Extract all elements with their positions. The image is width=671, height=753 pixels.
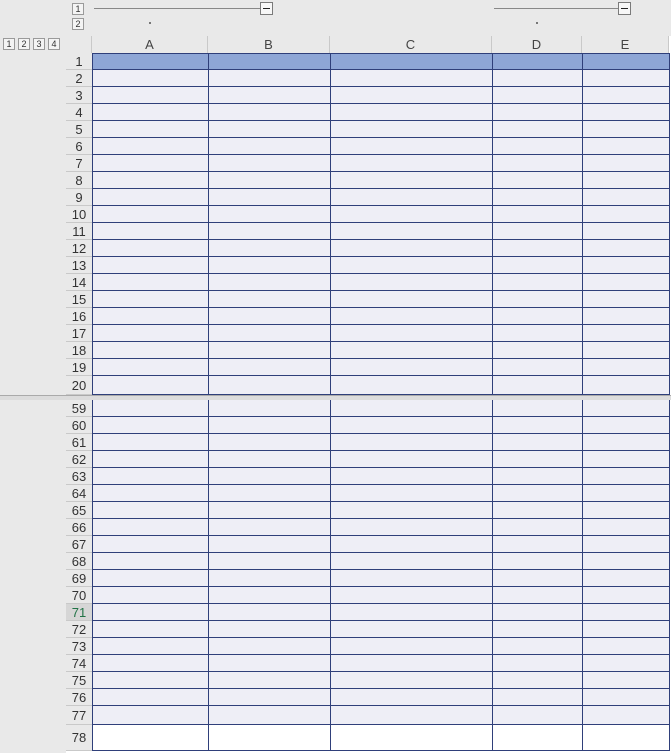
cell-E7[interactable] [582,155,669,172]
column-gridline [492,400,493,751]
cell-B62[interactable] [208,451,330,468]
cell-A7[interactable] [92,155,208,172]
column-outline-area [0,0,671,36]
cell-E63[interactable] [582,468,669,485]
cell-A64[interactable] [92,485,208,502]
row-outline-level-1-button[interactable]: 1 [72,3,84,15]
cell-C18[interactable] [330,342,492,359]
cell-B61[interactable] [208,434,330,451]
row-header[interactable]: 7 [66,155,92,172]
cell-D14[interactable] [492,274,582,291]
row-header[interactable]: 74 [66,655,92,672]
cell-A68[interactable] [92,553,208,570]
cell-B8[interactable] [208,172,330,189]
cell-C74[interactable] [330,655,492,672]
cell-D19[interactable] [492,359,582,376]
cell-E6[interactable] [582,138,669,155]
column-gridline [208,400,209,751]
column-gridline [208,53,209,395]
cell-C2[interactable] [330,70,492,87]
cell-E71[interactable] [582,604,669,621]
cell-C8[interactable] [330,172,492,189]
cell-E1[interactable] [582,53,669,70]
cell-E64[interactable] [582,485,669,502]
cell-E5[interactable] [582,121,669,138]
row-header[interactable]: 1 [66,53,92,70]
cell-C70[interactable] [330,587,492,604]
cell-B69[interactable] [208,570,330,587]
cell-A17[interactable] [92,325,208,342]
cell-A75[interactable] [92,672,208,689]
cell-C13[interactable] [330,257,492,274]
row-header[interactable]: 12 [66,240,92,257]
cell-D7[interactable] [492,155,582,172]
cell-B73[interactable] [208,638,330,655]
cell-D18[interactable] [492,342,582,359]
cell-B10[interactable] [208,206,330,223]
cell-E65[interactable] [582,502,669,519]
cell-C65[interactable] [330,502,492,519]
cell-C76[interactable] [330,689,492,706]
cell-D1[interactable] [492,53,582,70]
cell-D68[interactable] [492,553,582,570]
cell-A67[interactable] [92,536,208,553]
cell-A77[interactable] [92,706,208,725]
cell-A63[interactable] [92,468,208,485]
column-gridline [92,400,93,751]
cell-C5[interactable] [330,121,492,138]
row-header[interactable]: 78 [66,725,92,751]
cell-D9[interactable] [492,189,582,206]
cell-B68[interactable] [208,553,330,570]
cell-A10[interactable] [92,206,208,223]
cell-C64[interactable] [330,485,492,502]
column-gridline [669,400,670,751]
cell-B70[interactable] [208,587,330,604]
cell-B2[interactable] [208,70,330,87]
cell-E19[interactable] [582,359,669,376]
column-header-A[interactable]: A [92,36,208,53]
collapse-column-group-button[interactable] [618,2,631,15]
cell-D10[interactable] [492,206,582,223]
cell-B60[interactable] [208,417,330,434]
row-header[interactable]: 17 [66,325,92,342]
cell-D11[interactable] [492,223,582,240]
cell-D62[interactable] [492,451,582,468]
frozen-split-bar [0,395,671,400]
cell-A11[interactable] [92,223,208,240]
cell-E13[interactable] [582,257,669,274]
cell-C19[interactable] [330,359,492,376]
cell-E77[interactable] [582,706,669,725]
cell-E61[interactable] [582,434,669,451]
cell-B63[interactable] [208,468,330,485]
cell-E9[interactable] [582,189,669,206]
row-header[interactable]: 3 [66,87,92,104]
cell-A74[interactable] [92,655,208,672]
cell-E12[interactable] [582,240,669,257]
row-header[interactable]: 69 [66,570,92,587]
cell-D61[interactable] [492,434,582,451]
column-gridline [330,400,331,751]
row-header[interactable]: 6 [66,138,92,155]
cell-D20[interactable] [492,376,582,395]
column-outline-level-4-button[interactable]: 4 [48,38,60,50]
column-gridline [330,53,331,395]
cell-D13[interactable] [492,257,582,274]
cell-C4[interactable] [330,104,492,121]
cell-C7[interactable] [330,155,492,172]
cell-B71[interactable] [208,604,330,621]
cell-A60[interactable] [92,417,208,434]
cell-E67[interactable] [582,536,669,553]
cell-E72[interactable] [582,621,669,638]
cell-B18[interactable] [208,342,330,359]
row-header[interactable]: 5 [66,121,92,138]
cell-E4[interactable] [582,104,669,121]
cell-D2[interactable] [492,70,582,87]
row-header[interactable]: 62 [66,451,92,468]
column-gridline [669,53,670,395]
cell-A6[interactable] [92,138,208,155]
cell-C3[interactable] [330,87,492,104]
cell-D60[interactable] [492,417,582,434]
cell-B20[interactable] [208,376,330,395]
cell-B76[interactable] [208,689,330,706]
cell-D17[interactable] [492,325,582,342]
cell-D71[interactable] [492,604,582,621]
row-header[interactable]: 2 [66,70,92,87]
cell-E14[interactable] [582,274,669,291]
row-header[interactable]: 15 [66,291,92,308]
row-header[interactable]: 76 [66,689,92,706]
cell-B3[interactable] [208,87,330,104]
cell-E76[interactable] [582,689,669,706]
collapse-column-group-button[interactable] [260,2,273,15]
cell-C60[interactable] [330,417,492,434]
column-gridline [492,53,493,395]
cell-D15[interactable] [492,291,582,308]
row-header[interactable]: 16 [66,308,92,325]
column-gridline [582,400,583,751]
cell-A65[interactable] [92,502,208,519]
row-header[interactable]: 70 [66,587,92,604]
cell-C63[interactable] [330,468,492,485]
row-outline-level-2-button[interactable]: 2 [72,18,84,30]
column-header-C[interactable]: C [330,36,492,53]
cell-E73[interactable] [582,638,669,655]
cell-C67[interactable] [330,536,492,553]
cell-A66[interactable] [92,519,208,536]
cell-E2[interactable] [582,70,669,87]
cell-B65[interactable] [208,502,330,519]
cell-B9[interactable] [208,189,330,206]
cell-B74[interactable] [208,655,330,672]
row-header[interactable]: 63 [66,468,92,485]
cell-A9[interactable] [92,189,208,206]
column-header-E[interactable]: E [582,36,669,53]
cell-A69[interactable] [92,570,208,587]
row-header[interactable]: 64 [66,485,92,502]
cell-D73[interactable] [492,638,582,655]
row-header[interactable]: 65 [66,502,92,519]
cell-C71[interactable] [330,604,492,621]
cell-E70[interactable] [582,587,669,604]
cell-C69[interactable] [330,570,492,587]
cell-E62[interactable] [582,451,669,468]
cell-B6[interactable] [208,138,330,155]
cell-C59[interactable] [330,400,492,417]
cell-D64[interactable] [492,485,582,502]
cell-A4[interactable] [92,104,208,121]
cell-C72[interactable] [330,621,492,638]
cell-B72[interactable] [208,621,330,638]
cell-A61[interactable] [92,434,208,451]
row-header[interactable]: 68 [66,553,92,570]
row-header[interactable]: 9 [66,189,92,206]
cell-B12[interactable] [208,240,330,257]
cell-A62[interactable] [92,451,208,468]
cell-A14[interactable] [92,274,208,291]
row-header[interactable]: 61 [66,434,92,451]
cell-D3[interactable] [492,87,582,104]
cell-D66[interactable] [492,519,582,536]
cell-E11[interactable] [582,223,669,240]
cell-D77[interactable] [492,706,582,725]
cell-A76[interactable] [92,689,208,706]
cell-C77[interactable] [330,706,492,725]
cell-B11[interactable] [208,223,330,240]
row-header[interactable]: 14 [66,274,92,291]
cell-C6[interactable] [330,138,492,155]
cell-C75[interactable] [330,672,492,689]
cell-D69[interactable] [492,570,582,587]
row-header[interactable]: 19 [66,359,92,376]
cell-B67[interactable] [208,536,330,553]
row-header[interactable]: 10 [66,206,92,223]
cell-B17[interactable] [208,325,330,342]
cell-E18[interactable] [582,342,669,359]
row-header[interactable]: 60 [66,417,92,434]
cell-B15[interactable] [208,291,330,308]
row-header[interactable]: 59 [66,400,92,417]
cell-E78[interactable] [582,725,669,751]
cell-A18[interactable] [92,342,208,359]
column-outline-level-3-button[interactable]: 3 [33,38,45,50]
cell-B5[interactable] [208,121,330,138]
cell-A71[interactable] [92,604,208,621]
cell-D65[interactable] [492,502,582,519]
cell-E16[interactable] [582,308,669,325]
cell-A3[interactable] [92,87,208,104]
row-header[interactable]: 4 [66,104,92,121]
column-group-line [494,8,620,9]
cell-C15[interactable] [330,291,492,308]
cell-A73[interactable] [92,638,208,655]
cell-B78[interactable] [92,725,492,751]
select-all-corner[interactable] [66,36,92,53]
cell-D5[interactable] [492,121,582,138]
column-header-D[interactable]: D [492,36,582,53]
cell-D76[interactable] [492,689,582,706]
column-group-line [94,8,266,9]
column-outline-level-2-button[interactable]: 2 [18,38,30,50]
row-header[interactable]: 67 [66,536,92,553]
cell-B64[interactable] [208,485,330,502]
cell-B59[interactable] [208,400,330,417]
cell-B1[interactable] [208,53,330,70]
row-header[interactable]: 75 [66,672,92,689]
cell-A12[interactable] [92,240,208,257]
cell-C1[interactable] [330,53,492,70]
cell-D72[interactable] [492,621,582,638]
cell-E20[interactable] [582,376,669,395]
cell-D4[interactable] [492,104,582,121]
column-gridline [582,53,583,395]
cell-E10[interactable] [582,206,669,223]
cell-B7[interactable] [208,155,330,172]
column-gridline [92,53,93,395]
cell-C62[interactable] [330,451,492,468]
column-outline-dot [536,22,538,24]
cell-C73[interactable] [330,638,492,655]
cell-A16[interactable] [92,308,208,325]
cell-E15[interactable] [582,291,669,308]
cell-C16[interactable] [330,308,492,325]
cell-C68[interactable] [330,553,492,570]
cell-C11[interactable] [330,223,492,240]
cell-C10[interactable] [330,206,492,223]
cell-D59[interactable] [492,400,582,417]
cell-D74[interactable] [492,655,582,672]
cell-D12[interactable] [492,240,582,257]
row-header[interactable]: 73 [66,638,92,655]
cell-A59[interactable] [92,400,208,417]
cell-E60[interactable] [582,417,669,434]
cell-E3[interactable] [582,87,669,104]
row-header[interactable]: 77 [66,706,92,725]
cell-C66[interactable] [330,519,492,536]
cell-B66[interactable] [208,519,330,536]
cell-A13[interactable] [92,257,208,274]
cell-A20[interactable] [92,376,208,395]
cell-D63[interactable] [492,468,582,485]
cell-A1[interactable] [92,53,208,70]
cell-D8[interactable] [492,172,582,189]
cell-E75[interactable] [582,672,669,689]
row-header[interactable]: 66 [66,519,92,536]
cell-E59[interactable] [582,400,669,417]
cell-D67[interactable] [492,536,582,553]
cell-C9[interactable] [330,189,492,206]
cell-D70[interactable] [492,587,582,604]
cell-B14[interactable] [208,274,330,291]
cell-E68[interactable] [582,553,669,570]
cell-E69[interactable] [582,570,669,587]
row-header[interactable]: 72 [66,621,92,638]
cell-E8[interactable] [582,172,669,189]
cell-E17[interactable] [582,325,669,342]
cell-A72[interactable] [92,621,208,638]
column-header-B[interactable]: B [208,36,330,53]
column-outline-level-1-button[interactable]: 1 [3,38,15,50]
cell-C20[interactable] [330,376,492,395]
cell-A2[interactable] [92,70,208,87]
cell-D16[interactable] [492,308,582,325]
column-outline-dot [149,22,151,24]
row-header[interactable]: 13 [66,257,92,274]
cell-A8[interactable] [92,172,208,189]
row-header[interactable]: 18 [66,342,92,359]
cell-A15[interactable] [92,291,208,308]
row-header[interactable]: 11 [66,223,92,240]
cell-E66[interactable] [582,519,669,536]
cell-B75[interactable] [208,672,330,689]
cell-C12[interactable] [330,240,492,257]
cell-A5[interactable] [92,121,208,138]
row-header[interactable]: 20 [66,376,92,395]
cell-B16[interactable] [208,308,330,325]
cell-E74[interactable] [582,655,669,672]
cell-A19[interactable] [92,359,208,376]
row-header[interactable]: 71 [66,604,92,621]
cell-A70[interactable] [92,587,208,604]
cell-D75[interactable] [492,672,582,689]
cell-B19[interactable] [208,359,330,376]
cell-C14[interactable] [330,274,492,291]
cell-B13[interactable] [208,257,330,274]
cell-B4[interactable] [208,104,330,121]
cell-C17[interactable] [330,325,492,342]
cell-D6[interactable] [492,138,582,155]
cell-C61[interactable] [330,434,492,451]
row-header[interactable]: 8 [66,172,92,189]
table-top-border [92,53,669,54]
cell-B77[interactable] [208,706,330,725]
